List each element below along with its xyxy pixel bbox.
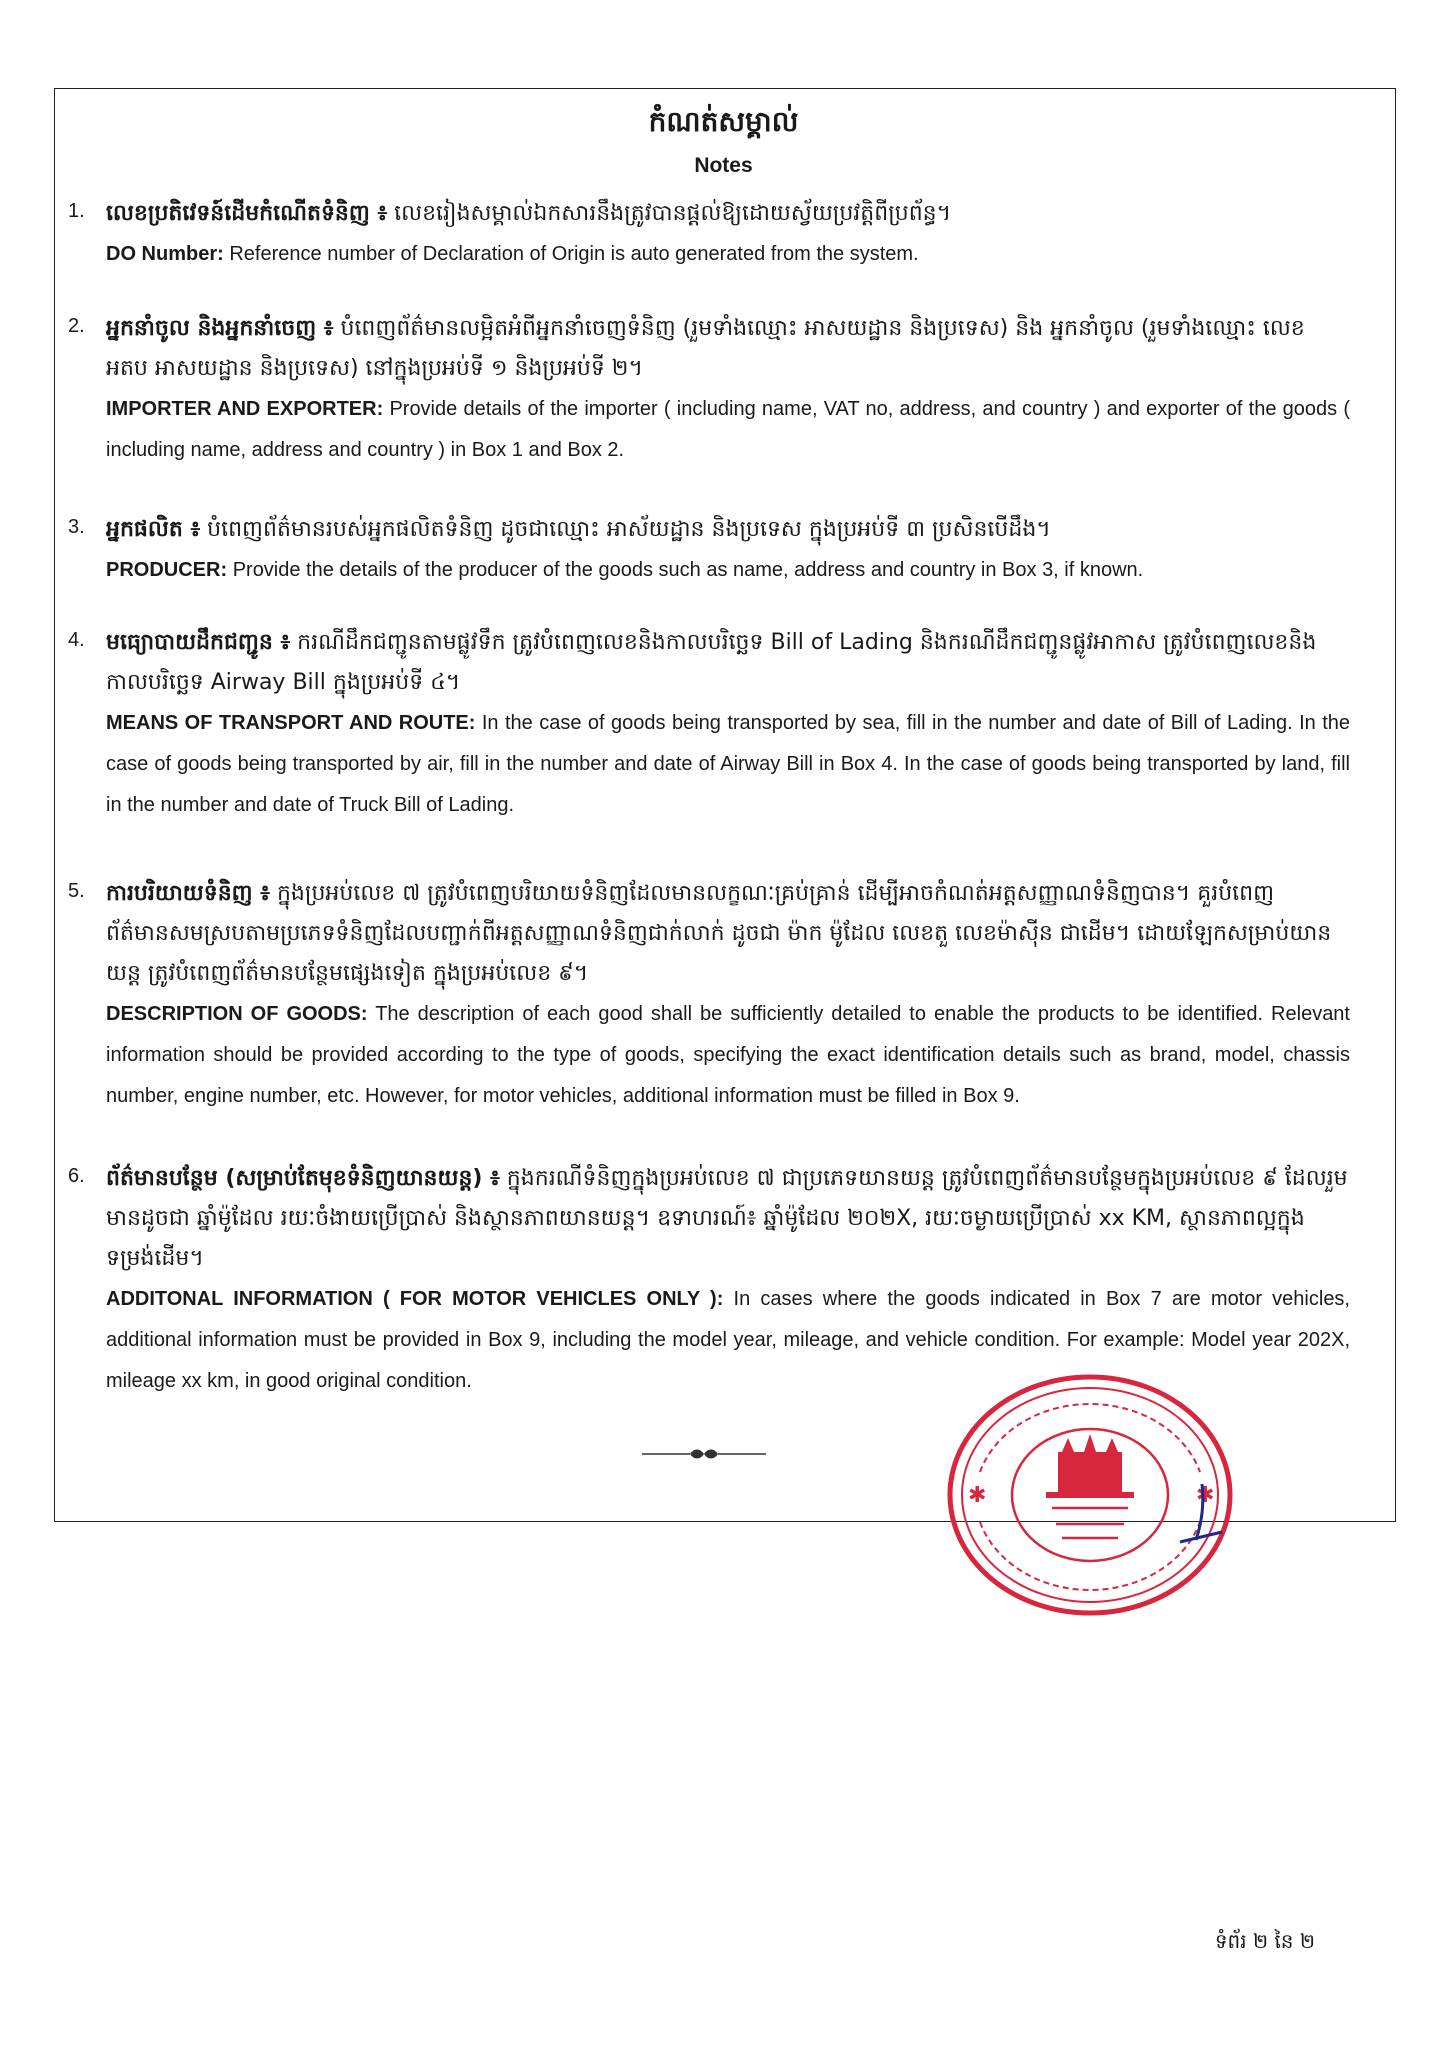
note-english-label: DESCRIPTION OF GOODS: <box>106 1003 368 1025</box>
note-english-body: In the case of goods being transported by sea, fill in the number and date of Bill of Lading. In the case of goods being transported by air, fill in the number and date of Airway Bill in Box 4. In the case of goods being transported by land, fill in the number and date of Truck Bill of Lading. <box>106 712 1350 816</box>
note-khmer-text <box>106 309 1350 389</box>
note-khmer-text <box>106 194 1350 234</box>
note-item-3 <box>68 510 1350 591</box>
note-english-text <box>106 234 1350 275</box>
note-khmer-text <box>106 510 1350 550</box>
page-number: ទំព័រ ២ នៃ ២ <box>1214 1929 1315 1953</box>
ornament-divider <box>640 1446 768 1460</box>
page-title: Notes <box>694 154 753 177</box>
note-number: 1. <box>68 200 85 222</box>
note-khmer-title: លេខប្រតិវេទន៍ដើមកំណើតទំនិញ ៖ <box>106 201 388 226</box>
note-english-label: DO Number: <box>106 243 224 265</box>
note-english-text <box>106 994 1350 1117</box>
svg-text:✱: ✱ <box>1196 1483 1215 1508</box>
note-number: 2. <box>68 315 85 337</box>
note-item-4 <box>68 623 1350 826</box>
official-seal-stamp <box>940 1372 1240 1618</box>
note-khmer-body: លេខរៀងសម្គាល់ឯកសារនឹងត្រូវបានផ្តល់ឱ្យដោយស្វ័យប្រវត្តិពីប្រព័ន្ធ។ <box>394 201 952 226</box>
note-english-body: In cases where the goods indicated in Box 7 are motor vehicles, additional information must be provided in Box 9, including the model year, mileage, and vehicle condition. For example: Model year 202X, mileage xx km, in good original condition. <box>106 1288 1350 1392</box>
note-number: 3. <box>68 516 85 538</box>
note-khmer-text <box>106 1159 1350 1279</box>
note-khmer-body: ក្នុងប្រអប់លេខ ៧ ត្រូវបំពេញបរិយាយទំនិញដែលមានលក្ខណៈគ្រប់គ្រាន់ ដើម្បីអាចកំណត់អត្តសញ្ញាណទំនិញបាន។ គួរបំពេញព័ត៌មានសមស្របតាមប្រភេទទំនិញដែលបញ្ជាក់ពីអត្តសញ្ញាណទំនិញជាក់លាក់ ដូចជា ម៉ាក ម៉ូដែល លេខតួ លេខម៉ាស៊ីន ជាដើម។ ដោយឡែកសម្រាប់យានយន្ត ត្រូវបំពេញព័ត៌មានបន្ថែមផ្សេងទៀត ក្នុងប្រអប់លេខ ៩។ <box>106 881 1332 986</box>
note-english-body: Provide the details of the producer of the goods such as name, address and country in Box 3, if known. <box>232 559 1144 581</box>
note-english-label: MEANS OF TRANSPORT AND ROUTE: <box>106 712 476 734</box>
note-khmer-text <box>106 623 1350 703</box>
note-english-body: Reference number of Declaration of Origin is auto generated from the system. <box>229 243 919 265</box>
note-number: 4. <box>68 629 85 651</box>
svg-text:✱: ✱ <box>968 1483 987 1508</box>
note-khmer-body: ក្នុងករណីទំនិញក្នុងប្រអប់លេខ ៧ ជាប្រភេទយានយន្ត ត្រូវបំពេញព័ត៌មានបន្ថែមក្នុងប្រអប់លេខ ៩ ដែលរួមមានដូចជា ឆ្នាំម៉ូដែល រយៈចំងាយប្រើប្រាស់ និងស្ថានភាពយានយន្ត។ ឧទាហរណ៍៖ ឆ្នាំម៉ូដែល ២០២X, រយៈចម្ងាយប្រើប្រាស់ xx KM, ស្ថានភាពល្អក្នុងទម្រង់ដើម។ <box>106 1166 1348 1271</box>
note-khmer-title: អ្នកនាំចូល និងអ្នកនាំចេញ ៖ <box>106 316 334 341</box>
note-english-label: PRODUCER: <box>106 559 228 581</box>
note-khmer-title: អ្នកផលិត ៖ <box>106 517 201 542</box>
note-english-body: The description of each good shall be sufficiently detailed to enable the products to be identified. Relevant information should be provided according to the type of goods, specifying the exact identification details such as brand, model, chassis number, engine number, etc. However, for motor vehicles, additional information must be filled in Box 9. <box>106 1003 1350 1107</box>
note-english-label: IMPORTER AND EXPORTER: <box>106 398 384 420</box>
note-khmer-title: ព័ត៌មានបន្ថែម (សម្រាប់តែមុខទំនិញយានយន្ត) ៖ <box>106 1166 500 1191</box>
note-item-2 <box>68 309 1350 471</box>
note-item-1 <box>68 194 1350 275</box>
note-english-label: ADDITONAL INFORMATION ( FOR MOTOR VEHICLES ONLY ): <box>106 1288 724 1310</box>
note-english-text <box>106 703 1350 826</box>
note-khmer-body: បំពេញព័ត៌មានលម្អិតអំពីអ្នកនាំចេញទំនិញ (រួមទាំងឈ្មោះ អាសយដ្ឋាន និងប្រទេស) និង អ្នកនាំចូល (រួមទាំងឈ្មោះ លេខ អតប អាសយដ្ឋាន និងប្រទេស) នៅក្នុងប្រអប់ទី ១ និងប្រអប់ទី ២។ <box>106 316 1305 381</box>
note-number: 6. <box>68 1165 85 1187</box>
note-english-body: Provide details of the importer ( including name, VAT no, address, and country ) and exporter of the goods ( including name, address and country ) in Box 1 and Box 2. <box>106 398 1350 461</box>
note-khmer-body: ករណីដឹកជញ្ជូនតាមផ្លូវទឹក ត្រូវបំពេញលេខនិងកាលបរិច្ឆេទ Bill of Lading និងករណីដឹកជញ្ជូនផ្លូវអាកាស ត្រូវបំពេញលេខនិងកាលបរិច្ឆេទ Airway Bill ក្នុងប្រអប់ទី ៤។ <box>106 630 1317 695</box>
note-english-text <box>106 550 1350 591</box>
note-number: 5. <box>68 880 85 902</box>
note-english-text <box>106 389 1350 471</box>
page-title-khmer: កំណត់សម្គាល់ <box>648 105 799 138</box>
note-khmer-title: ការបរិយាយទំនិញ ៖ <box>106 881 270 906</box>
note-khmer-body: បំពេញព័ត៌មានរបស់អ្នកផលិតទំនិញ ដូចជាឈ្មោះ អាស័យដ្ឋាន និងប្រទេស ក្នុងប្រអប់ទី ៣ ប្រសិនបើដឹង។ <box>207 517 1051 542</box>
note-item-5 <box>68 874 1350 1117</box>
note-khmer-text <box>106 874 1350 994</box>
note-item-6 <box>68 1159 1350 1402</box>
note-khmer-title: មធ្យោបាយដឹកជញ្ជូន ៖ <box>106 630 291 655</box>
